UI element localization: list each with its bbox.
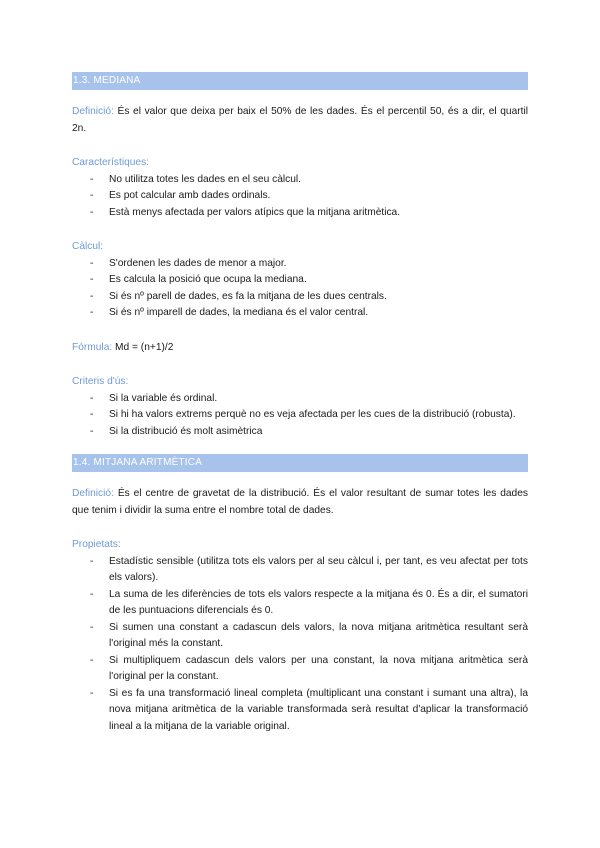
- list-marker: -: [90, 425, 94, 437]
- list-marker: -: [90, 409, 94, 420]
- propietats-label: Propietats:: [72, 539, 121, 550]
- document-content: [72, 72, 528, 735]
- list-item: - Si la variable és ordinal.: [72, 391, 528, 408]
- caracteristiques-label: Característiques:: [72, 157, 150, 168]
- list-item: - Si és nº parell de dades, es fa la mitjana de les dues centrals.: [72, 289, 528, 306]
- list-marker: -: [90, 290, 94, 302]
- criteris-label: Criteris d'ús:: [72, 376, 129, 387]
- list-item: - Si hi ha valors extrems perquè no es veja afectada per les cues de la distribució (robusta).: [72, 407, 528, 424]
- list-item: - Si és nº imparell de dades, la mediana és el valor central.: [72, 305, 528, 322]
- mitjana-definition: [72, 486, 528, 519]
- list-item: - Si la distribució és molt asimètrica: [72, 424, 528, 441]
- list-marker: -: [90, 274, 94, 285]
- calcul-list: [72, 256, 528, 322]
- section-header-mediana: 1.3. MEDIANA: [72, 72, 528, 90]
- list-marker: -: [90, 392, 94, 404]
- formula-label: Fórmula:: [72, 341, 113, 353]
- list-marker: -: [90, 173, 94, 185]
- mediana-definition: [72, 104, 528, 137]
- list-marker: -: [90, 588, 94, 600]
- list-marker: -: [90, 307, 94, 318]
- list-marker: -: [90, 206, 94, 218]
- list-item: - Està menys afectada per valors atípics que la mitjana aritmètica.: [72, 205, 528, 222]
- list-marker: -: [90, 190, 94, 201]
- calcul-heading: [72, 239, 528, 256]
- list-item: - Si sumen una constant a cadascun dels valors, la nova mitjana aritmètica resultant serà l'original més la constant.: [90, 621, 528, 649]
- list-item: - Estadístic sensible (utilitza tots els valors per al seu càlcul i, per tant, es veu afectat per tots els valors).: [90, 555, 528, 583]
- criteris-heading: [72, 374, 528, 391]
- list-item: - No utilitza totes les dades en el seu càlcul.: [72, 172, 528, 189]
- list-marker: -: [90, 687, 94, 699]
- definition-label: Definició:: [72, 106, 114, 117]
- formula-line: [72, 340, 528, 357]
- list-item: - Si es fa una transformació lineal completa (multiplicant una constant i sumant una altra), la nova mitjana aritmètica de la variable transformada serà resultat d'aplicar la transformació lineal a la mitjana de la variable original.: [90, 687, 528, 732]
- list-marker: -: [90, 621, 94, 633]
- formula-text: Md = (n+1)/2: [115, 341, 174, 353]
- list-marker: -: [90, 654, 94, 666]
- definition-text: És el valor que deixa per baix el 50% de les dades. És el percentil 50, és a dir, el quartil 2n.: [72, 106, 528, 134]
- list-item: - Es pot calcular amb dades ordinals.: [72, 188, 528, 205]
- section-header-mitjana: 1.4. MITJANA ARITMÈTICA: [72, 454, 528, 472]
- propietats-heading: [72, 537, 528, 554]
- list-item: - Si multipliquem cadascun dels valors per una constant, la nova mitjana aritmètica serà l'original per la constant.: [90, 654, 528, 682]
- list-item: - La suma de les diferències de tots els valors respecte a la mitjana és 0. És a dir, el sumatori de les puntuacions diferencials és 0.: [90, 588, 528, 616]
- definition-text: És el centre de gravetat de la distribució. És el valor resultant de sumar totes les dades que tenim i dividir la suma entre el nombre total de dades.: [72, 488, 528, 516]
- calcul-label: Càlcul:: [72, 241, 104, 252]
- criteris-list: [72, 391, 528, 441]
- caracteristiques-list: [72, 172, 528, 222]
- definition-label: Definició:: [72, 488, 114, 499]
- caracteristiques-heading: [72, 155, 528, 172]
- list-item: - S'ordenen les dades de menor a major.: [72, 256, 528, 273]
- list-marker: -: [90, 257, 94, 269]
- list-marker: -: [90, 555, 94, 567]
- propietats-list: [72, 554, 528, 736]
- list-item: - Es calcula la posició que ocupa la mediana.: [72, 272, 528, 289]
